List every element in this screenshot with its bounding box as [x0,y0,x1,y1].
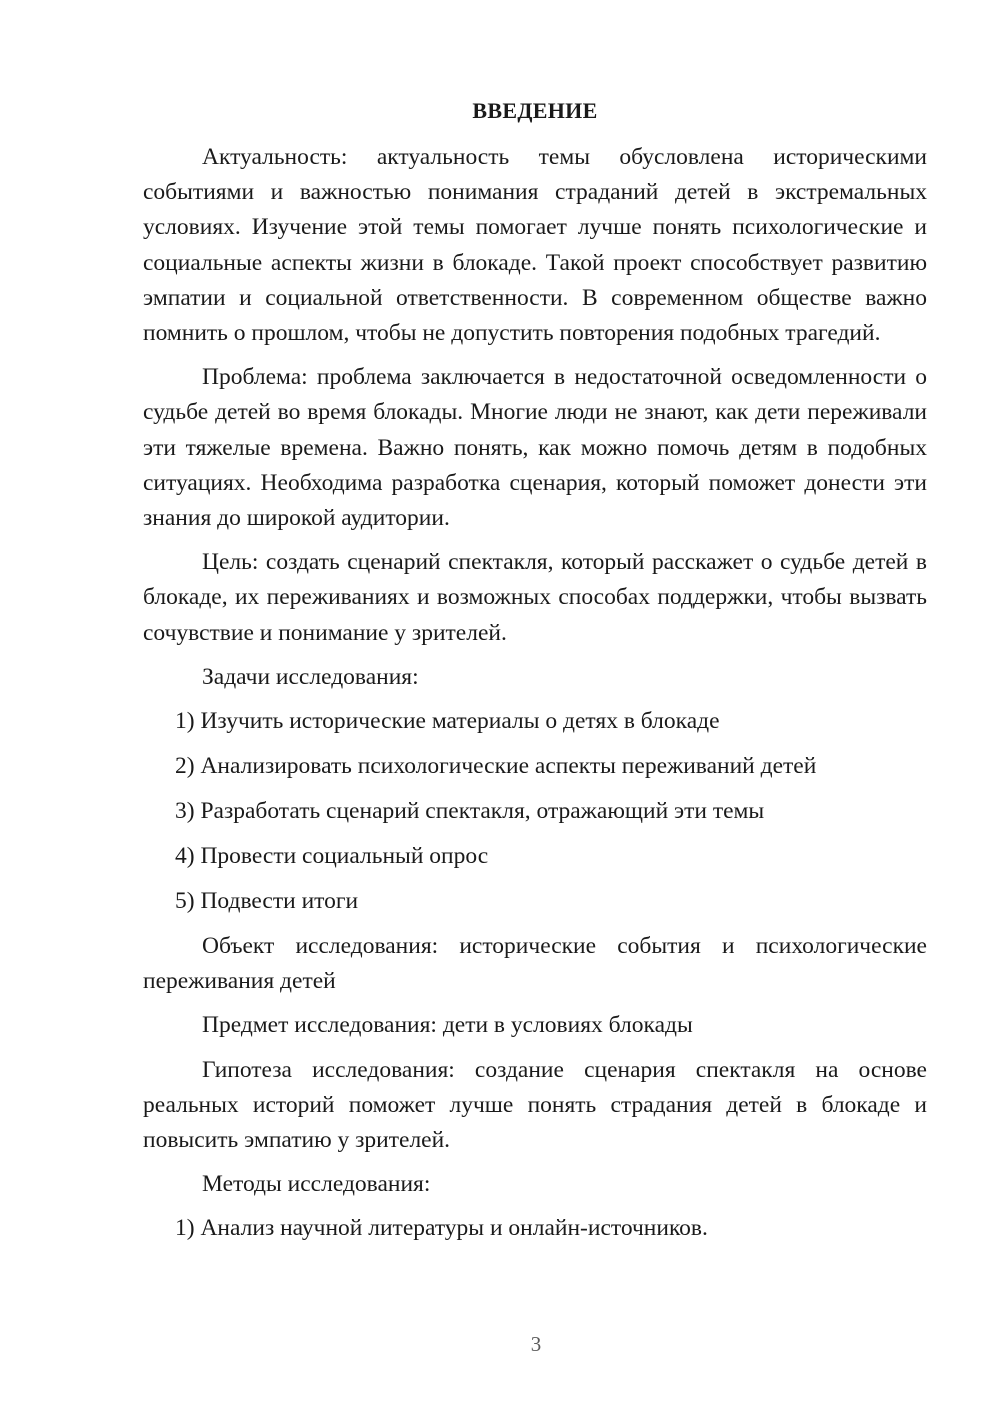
list-item: 1) Изучить исторические материалы о детях в блокаде [175,708,720,735]
list-item: 2) Анализировать психологические аспекты переживаний детей [175,753,817,780]
tasks-list [143,704,927,919]
relevance-paragraph: Актуальность: актуальность темы обусловлена историческими событиями и важностью понимания страданий детей в экстремальных условиях. Изучение этой темы помогает лучше понять психологические и социальные аспекты жизни в блокаде. Такой проект способствует развитию эмпатии и социальной ответственности. В современном обществе важно помнить о прошлом, чтобы не допустить повторения подобных трагедий. [143,144,927,347]
hypothesis-paragraph: Гипотеза исследования: создание сценария спектакля на основе реальных историй поможет лучше понять страдания детей в блокаде и повысить эмпатию у зрителей. [143,1056,927,1154]
section-title: ВВЕДЕНИЕ [472,98,598,123]
tasks-heading: Задачи исследования: [202,663,419,690]
list-item: 5) Подвести итоги [175,888,359,915]
problem-paragraph: Проблема: проблема заключается в недостаточной осведомленности о судьбе детей во время блокады. Многие люди не знают, как дети переживали эти тяжелые времена. Важно понять, как можно помочь детям в подобных ситуациях. Необходима разработка сценария, который поможет донести эти знания до широкой аудитории. [143,364,927,532]
object-paragraph: Объект исследования: исторические события и психологические переживания детей [143,933,927,995]
subject-paragraph: Предмет исследования: дети в условиях блокады [202,1012,693,1039]
methods-list [143,1211,927,1246]
list-item: 1) Анализ научной литературы и онлайн-источников. [175,1215,708,1242]
page-number: 3 [530,1332,542,1356]
list-item: 3) Разработать сценарий спектакля, отражающий эти темы [175,798,765,825]
page-content [143,92,927,1256]
list-item: 4) Провести социальный опрос [175,843,489,870]
goal-paragraph: Цель: создать сценарий спектакля, который расскажет о судьбе детей в блокаде, их переживаниях и возможных способах поддержки, чтобы вызвать сочувствие и понимание у зрителей. [143,549,927,646]
methods-heading: Методы исследования: [202,1171,431,1198]
